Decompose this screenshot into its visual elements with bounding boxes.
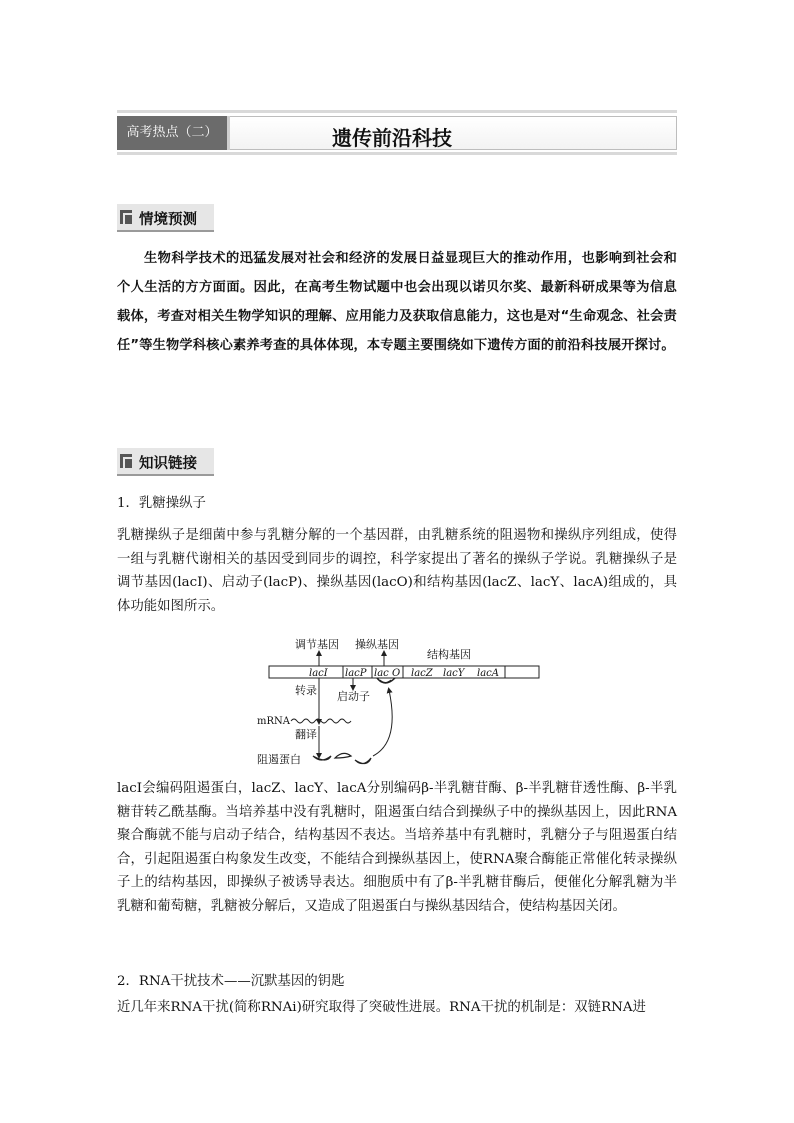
gene-lacY: lacY bbox=[443, 668, 465, 679]
banner-title-box bbox=[230, 116, 677, 150]
section-marker-icon bbox=[120, 454, 132, 468]
section-heading-knowledge bbox=[117, 448, 214, 476]
gene-lacO: lac O bbox=[374, 668, 401, 679]
rna-interference-paragraph: 近几年来RNA干扰(简称RNAi)研究取得了突破性进展。RNA干扰的机制是：双链RNA进 bbox=[117, 1000, 646, 1015]
item-title-rna-interference: 2．RNA干扰技术——沉默基因的钥匙 bbox=[117, 974, 345, 989]
label-transcription: 转录 bbox=[295, 684, 317, 697]
section-marker-icon bbox=[120, 210, 132, 224]
lac-operon-diagram bbox=[255, 632, 545, 772]
banner-top-rule bbox=[117, 110, 677, 113]
lac-operon-mechanism-paragraph: lacI会编码阻遏蛋白，lacZ、lacY、lacA分别编码β-半乳糖苷酶、β-半乳糖苷透性酶、β-半乳糖苷转乙酰基酶。当培养基中没有乳糖时，阻遏蛋白结合到操纵子中的操纵基因上，因此RNA聚合酶就不能与启动子结合，结构基因不表达。当培养基中有乳糖时，乳糖分子与阻遏蛋白结合，引起阻遏蛋白构象发生改变，不能结合到操纵基因上，使RNA聚合酶能正常催化转录操纵子上的结构基因，即操纵子被诱导表达。细胞质中有了β-半乳糖苷酶后，便催化分解乳糖为半乳糖和葡萄糖，乳糖被分解后，又造成了阻遏蛋白与操纵基因结合，使结构基因关闭。 bbox=[117, 781, 677, 914]
item-title-lac-operon: 1．乳糖操纵子 bbox=[117, 496, 206, 511]
banner-tag: 高考热点（二） bbox=[117, 116, 230, 150]
mrna-wave bbox=[291, 719, 351, 723]
repressor-protein-3 bbox=[355, 758, 371, 764]
arrow-repressor-to-operator bbox=[373, 690, 392, 756]
section-heading-label: 知识链接 bbox=[139, 456, 197, 472]
page-banner bbox=[117, 110, 677, 154]
banner-bottom-rule bbox=[117, 152, 677, 155]
repressor-protein-2 bbox=[335, 753, 351, 758]
gene-lacI: lacI bbox=[309, 668, 328, 679]
section-heading-context bbox=[117, 204, 214, 232]
section-heading-label: 情境预测 bbox=[139, 212, 197, 228]
gene-lacA: lacA bbox=[477, 668, 499, 679]
label-mrna: mRNA bbox=[257, 716, 290, 727]
page-title: 遗传前沿科技 bbox=[332, 126, 452, 150]
gene-lacZ: lacZ bbox=[411, 668, 433, 679]
gene-lacP: lacP bbox=[345, 668, 367, 679]
label-regulator-gene: 调节基因 bbox=[295, 638, 339, 651]
label-structural-gene: 结构基因 bbox=[427, 648, 471, 661]
label-translation: 翻译 bbox=[295, 728, 317, 741]
context-paragraph: 生物科学技术的迅猛发展对社会和经济的发展日益显现巨大的推动作用，也影响到社会和个人生活的方方面面。因此，在高考生物试题中也会出现以诺贝尔奖、最新科研成果等为信息载体，考查对相关生物学知识的理解、应用能力及获取信息能力，这也是对“生命观念、社会责任”等生物学科核心素养考查的具体体现，本专题主要围绕如下遗传方面的前沿科技展开探讨。 bbox=[117, 251, 677, 353]
label-repressor: 阻遏蛋白 bbox=[257, 753, 301, 766]
lac-operon-intro-paragraph: 乳糖操纵子是细菌中参与乳糖分解的一个基因群，由乳糖系统的阻遏物和操纵序列组成，使得一组与乳糖代谢相关的基因受到同步的调控，科学家提出了著名的操纵子学说。乳糖操纵子是调节基因(lacI)、启动子(lacP)、操纵基因(lacO)和结构基因(lacZ、lacY、lacA)组成的，具体功能如图所示。 bbox=[117, 528, 677, 614]
repressor-protein-1 bbox=[313, 756, 331, 760]
label-operator-gene: 操纵基因 bbox=[355, 638, 399, 651]
label-promoter: 启动子 bbox=[337, 690, 370, 703]
